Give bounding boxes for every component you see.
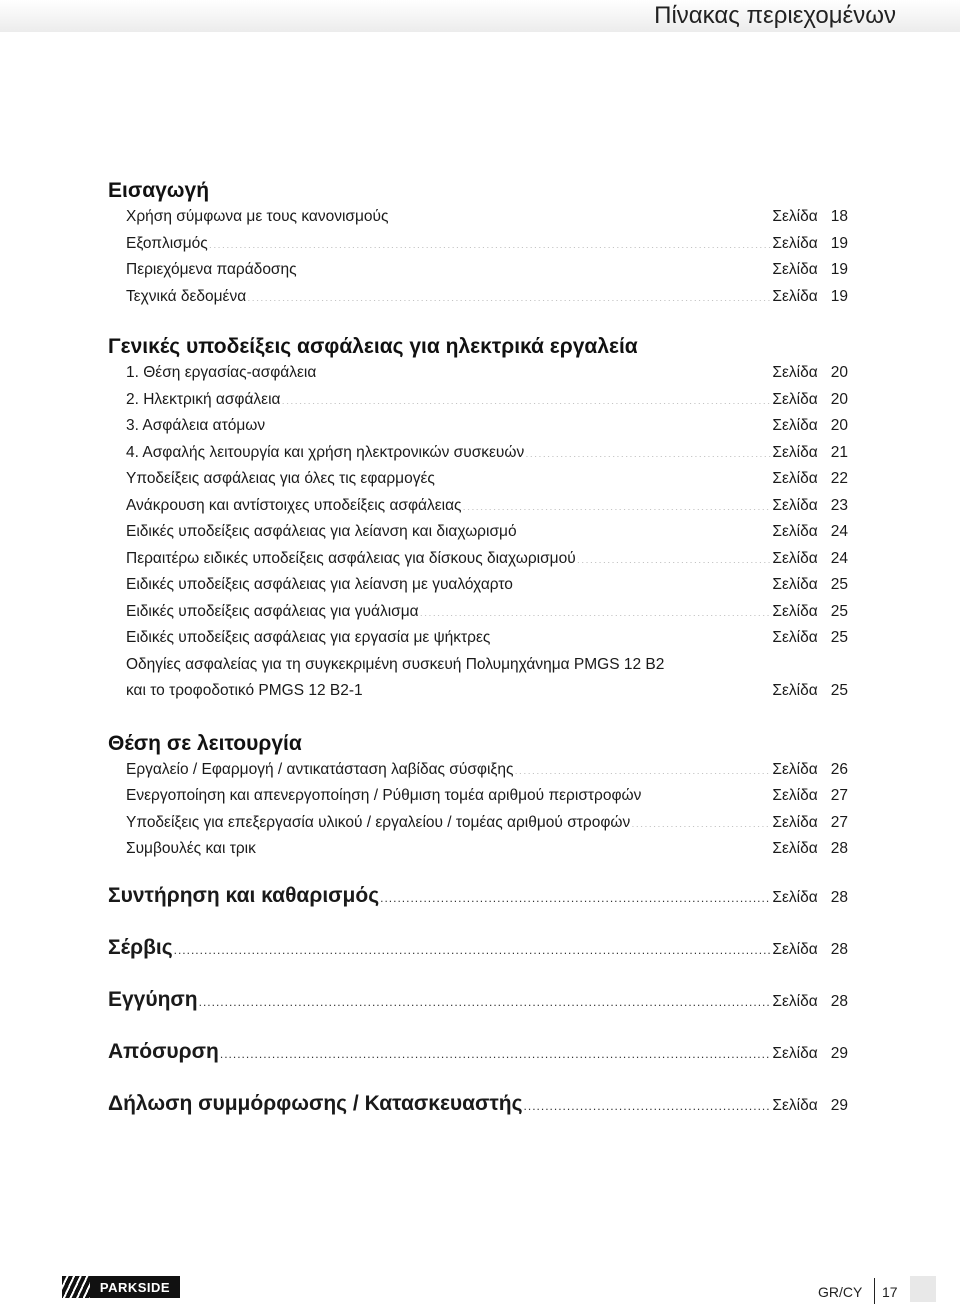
toc-entry[interactable]: 4. Ασφαλής λειτουργία και χρήση ηλεκτρονικών συσκευών ..... Σελίδα 21 — [108, 440, 848, 467]
dot-leader — [257, 838, 772, 854]
page-number: 20 — [830, 364, 848, 381]
dot-leader — [491, 627, 771, 643]
toc-main-entry-service[interactable]: Σέρβις ..... Σελίδα 28 — [108, 935, 848, 963]
page-number: 25 — [830, 682, 848, 699]
logo-brand-text: PARKSIDE — [90, 1276, 180, 1298]
page-number: 19 — [830, 234, 848, 252]
page-number: 28 — [830, 992, 848, 1010]
logo-stripes — [62, 1276, 90, 1298]
page-number: 21 — [830, 443, 848, 461]
footer-language: GR/CY — [818, 1284, 863, 1300]
dot-leader — [631, 811, 771, 827]
toc-entry[interactable]: Ειδικές υποδείξεις ασφάλειας για γυάλισμα ..... Σελίδα 25 — [108, 599, 848, 626]
toc-entry[interactable]: Υποδείξεις ασφάλειας για όλες τις εφαρμογές ..... Σελίδα 22 — [108, 466, 848, 493]
table-of-contents — [108, 178, 848, 1119]
toc-entry[interactable]: και το τροφοδοτικό PMGS 12 B2-1 ..... Σελίδα 25 — [108, 678, 848, 705]
dot-leader — [247, 285, 771, 301]
toc-entry[interactable]: Χρήση σύμφωνα με τους κανονισμούς ..... Σελίδα 18 — [108, 204, 848, 231]
toc-main-entry-maintenance[interactable]: Συντήρηση και καθαρισμός ..... Σελίδα 28 — [108, 883, 848, 911]
dot-leader — [436, 468, 772, 484]
page-number: 27 — [830, 787, 848, 804]
page-number: 26 — [830, 760, 848, 778]
dot-leader — [642, 785, 771, 801]
dot-leader — [514, 574, 771, 590]
toc-entry[interactable]: 3. Ασφάλεια ατόμων ..... Σελίδα 20 — [108, 413, 848, 440]
dot-leader — [577, 547, 772, 563]
page-number: 25 — [830, 602, 848, 620]
dot-leader — [514, 758, 771, 774]
toc-entry[interactable]: Ενεργοποίηση και απενεργοποίηση / Ρύθμιση τομέα αριθμού περιστροφών ..... Σελίδα 27 — [108, 783, 848, 810]
page-number: 28 — [830, 840, 848, 857]
toc-entry[interactable]: Ανάκρουση και αντίστοιχες υποδείξεις ασφάλειας ..... Σελίδα 23 — [108, 493, 848, 520]
toc-entry[interactable]: 1. Θέση εργασίας-ασφάλεια ..... Σελίδα 20 — [108, 360, 848, 387]
dot-leader — [317, 362, 771, 378]
dot-leader — [209, 232, 772, 248]
dot-leader — [420, 600, 772, 616]
page-number: 24 — [830, 549, 848, 567]
dot-leader — [220, 1039, 772, 1060]
dot-leader — [390, 206, 772, 222]
page-title: Πίνακας περιεχομένων — [654, 2, 896, 29]
page-number: 20 — [830, 417, 848, 434]
dot-leader — [282, 388, 772, 404]
dot-leader — [174, 935, 772, 956]
page-number: 19 — [830, 287, 848, 305]
dot-leader — [525, 441, 771, 457]
dot-leader — [518, 521, 772, 537]
toc-main-entry-disposal[interactable]: Απόσυρση ..... Σελίδα 29 — [108, 1039, 848, 1067]
section-heading-operation: Θέση σε λειτουργία — [108, 731, 302, 755]
dot-leader — [364, 680, 772, 696]
toc-entry[interactable]: Περαιτέρω ειδικές υποδείξεις ασφάλειας για δίσκους διαχωρισμού ..... Σελίδα 24 — [108, 546, 848, 573]
page-number: 25 — [830, 629, 848, 646]
dot-leader — [463, 494, 772, 510]
dot-leader — [199, 987, 772, 1008]
page-number: 24 — [830, 523, 848, 540]
page-number: 29 — [830, 1044, 848, 1062]
page-number: 19 — [830, 261, 848, 278]
footer-divider — [874, 1278, 875, 1304]
footer-page-number: 17 — [882, 1284, 898, 1300]
toc-entry[interactable]: Υποδείξεις για επεξεργασία υλικού / εργαλείου / τομέας αριθμού στροφών ..... Σελίδα 27 — [108, 810, 848, 837]
page-number: 20 — [830, 390, 848, 408]
page-number: 27 — [830, 813, 848, 831]
page-number: 29 — [830, 1096, 848, 1114]
page-number: 25 — [830, 576, 848, 593]
toc-entry[interactable]: Τεχνικά δεδομένα ..... Σελίδα 19 — [108, 284, 848, 311]
dot-leader — [524, 1091, 772, 1112]
toc-entry[interactable]: Ειδικές υποδείξεις ασφάλειας για λείανση με γυαλόχαρτο ..... Σελίδα 25 — [108, 572, 848, 599]
toc-entry[interactable]: Συμβουλές και τρικ ..... Σελίδα 28 — [108, 836, 848, 863]
page-number: 18 — [830, 208, 848, 225]
dot-leader — [266, 415, 771, 431]
page-number: 23 — [830, 496, 848, 514]
toc-entry[interactable]: Περιεχόμενα παράδοσης ..... Σελίδα 19 — [108, 257, 848, 284]
toc-entry[interactable]: 2. Ηλεκτρική ασφάλεια ..... Σελίδα 20 — [108, 387, 848, 414]
toc-entry[interactable]: Ειδικές υποδείξεις ασφάλειας για εργασία με ψήκτρες ..... Σελίδα 25 — [108, 625, 848, 652]
toc-entry[interactable]: Ειδικές υποδείξεις ασφάλειας για λείανση και διαχωρισμό ..... Σελίδα 24 — [108, 519, 848, 546]
toc-entry[interactable]: Εργαλείο / Εφαρμογή / αντικατάσταση λαβίδας σύσφιξης ..... Σελίδα 26 — [108, 757, 848, 784]
page-number: 28 — [830, 888, 848, 906]
toc-main-entry-warranty[interactable]: Εγγύηση ..... Σελίδα 28 — [108, 987, 848, 1015]
toc-entry[interactable]: Εξοπλισμός ..... Σελίδα 19 — [108, 231, 848, 258]
dot-leader — [380, 883, 771, 904]
section-heading-safety: Γενικές υποδείξεις ασφάλειας για ηλεκτρικά εργαλεία — [108, 335, 638, 358]
page-number: 28 — [830, 940, 848, 958]
dot-leader — [298, 259, 772, 275]
page-number: 22 — [830, 470, 848, 487]
section-heading-intro: Εισαγωγή — [108, 179, 210, 202]
footer-corner-box — [910, 1276, 936, 1302]
parkside-logo — [62, 1276, 180, 1298]
toc-main-entry-declaration[interactable]: Δήλωση συμμόρφωσης / Κατασκευαστής ..... Σελίδα 29 — [108, 1091, 848, 1119]
toc-entry-line1[interactable]: Οδηγίες ασφαλείας για τη συγκεκριμένη συσκευή Πολυμηχάνημα PMGS 12 B2 — [126, 655, 665, 673]
